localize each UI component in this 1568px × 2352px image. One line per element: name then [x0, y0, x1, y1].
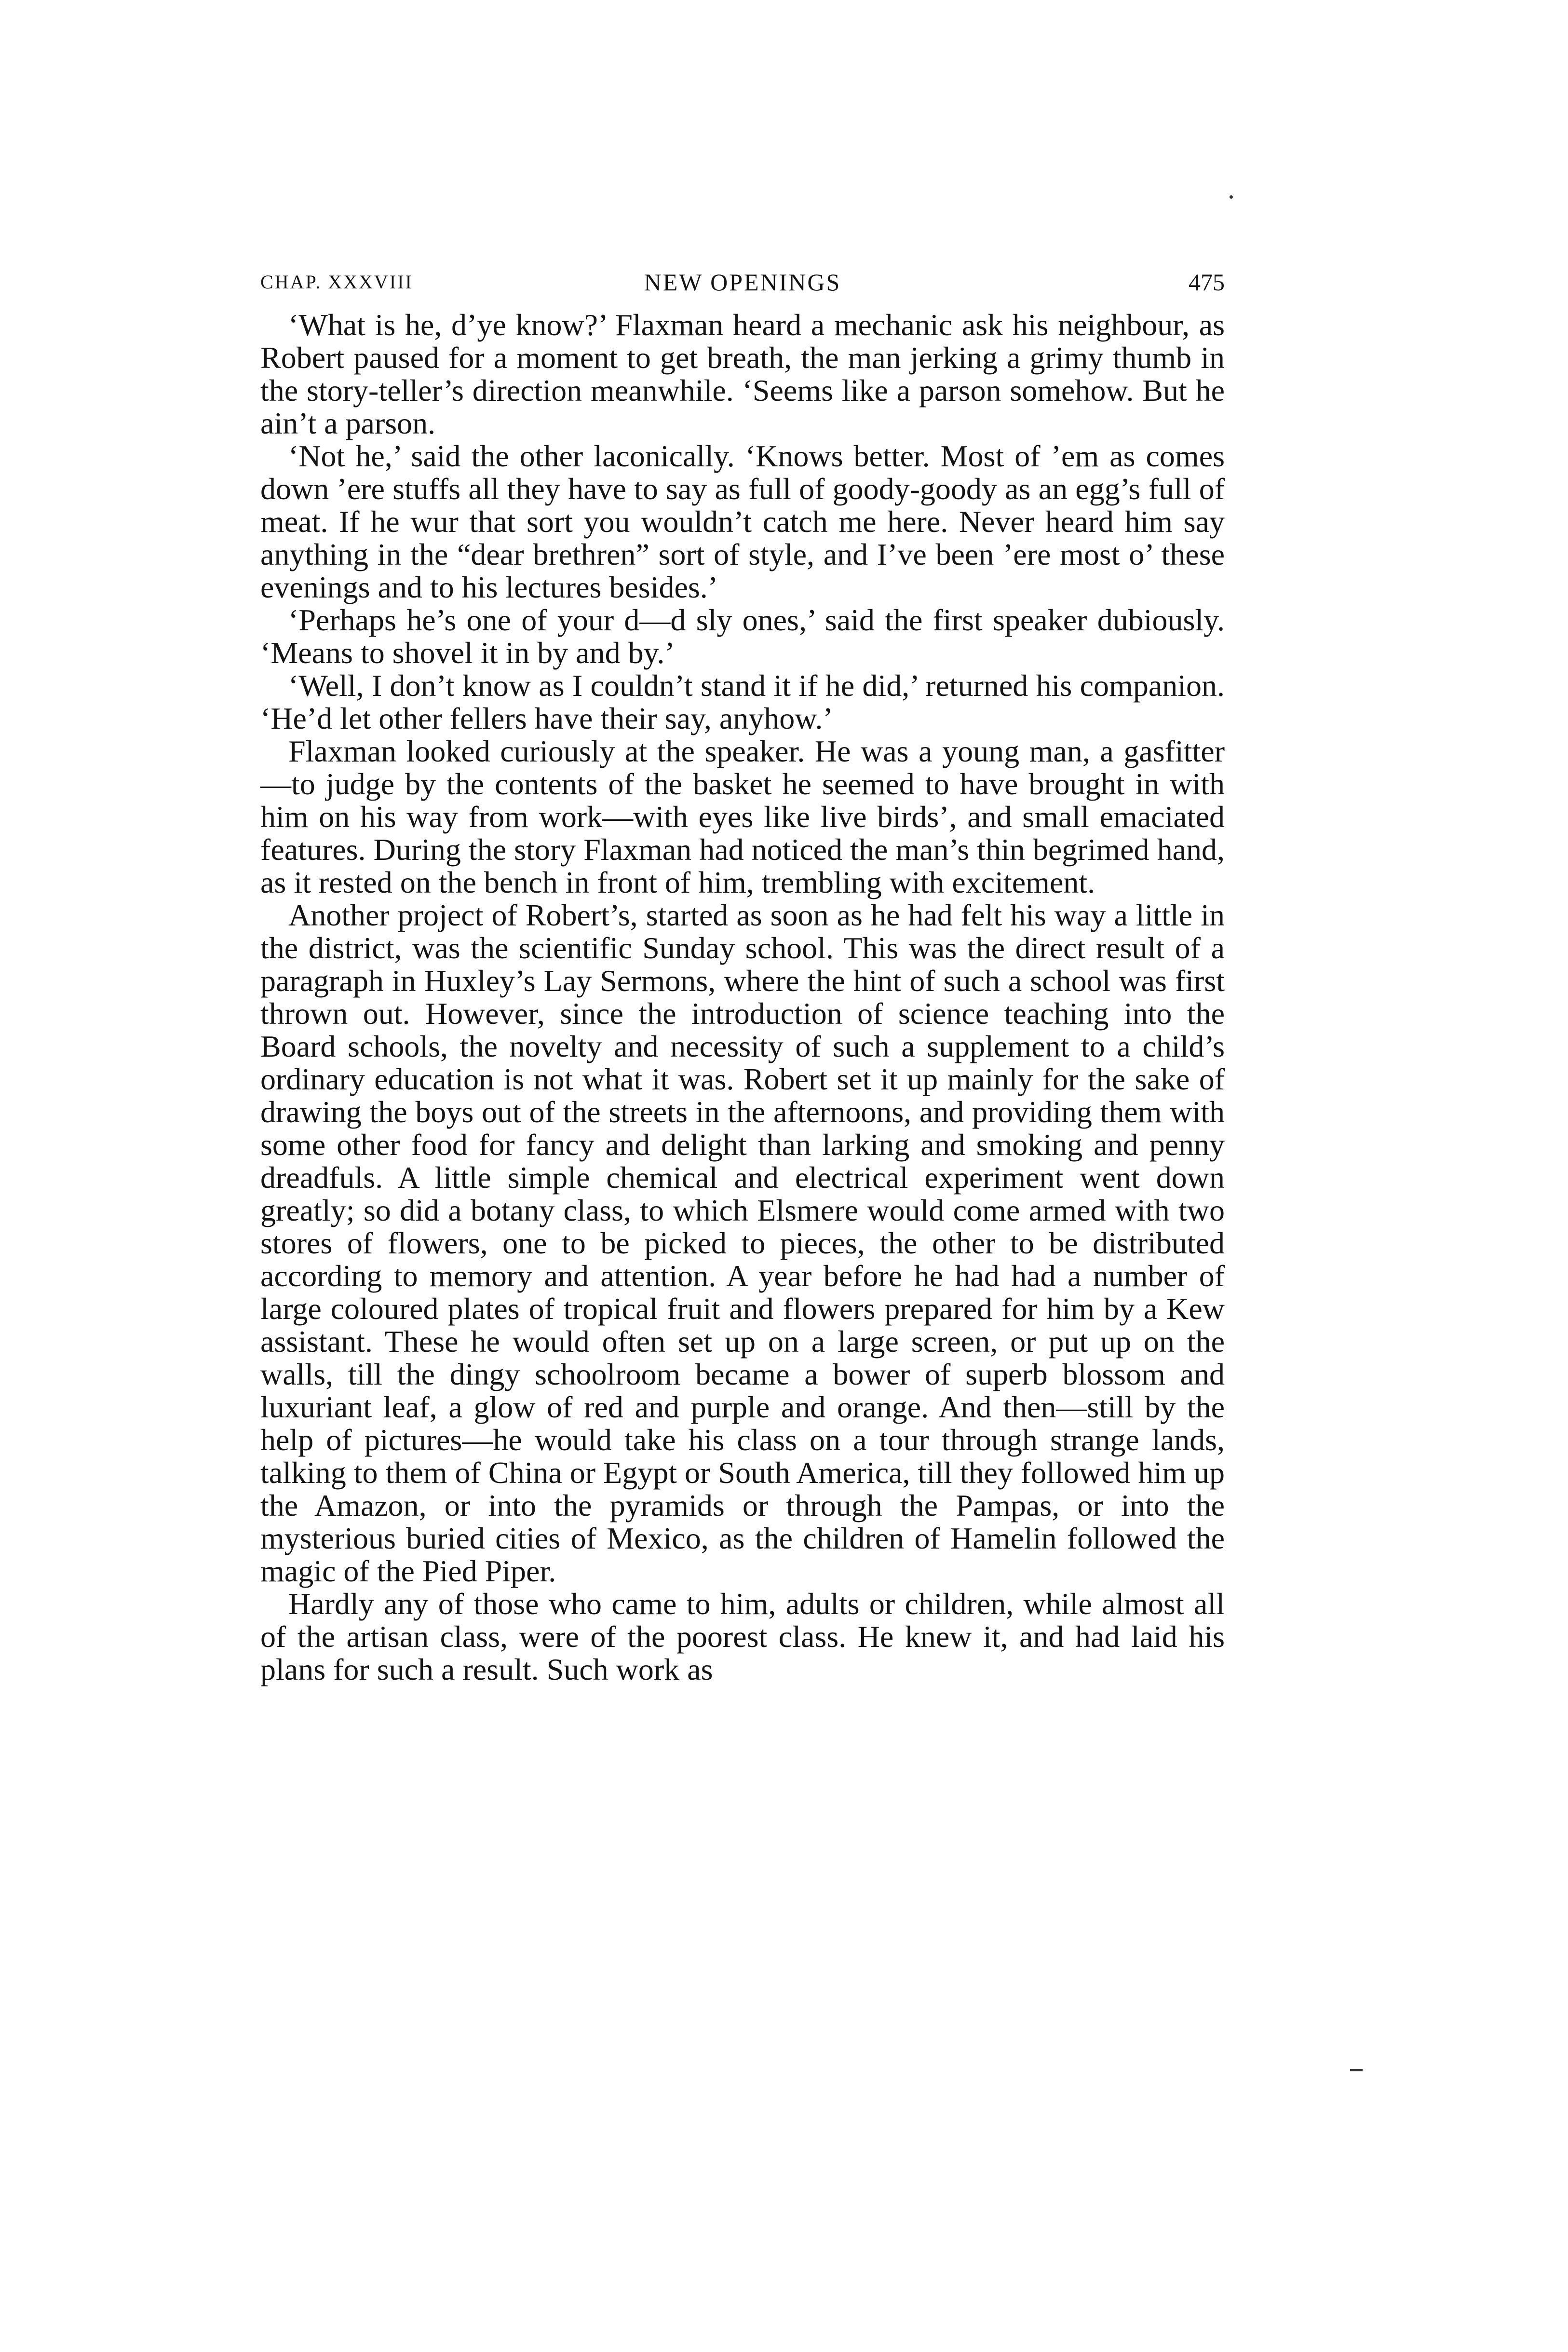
body-text: [260, 309, 1225, 1686]
scan-speck: [1350, 2069, 1363, 2071]
chapter-label: CHAP. XXXVIII: [260, 271, 413, 293]
page-number: 475: [1189, 269, 1225, 296]
page-title: NEW OPENINGS: [644, 269, 841, 296]
paragraph: Another project of Robert’s, started as soon as he had felt his way a little in the district, was the scientific Sunday school. This was the direct result of a paragraph in Huxley’s Lay Sermons, where the hint of such a school was first thrown out. However, since the introduction of science teaching into the Board schools, the novelty and necessity of such a supplement to a child’s ordinary education is not what it was. Robert set it up mainly for the sake of drawing the boys out of the streets in the afternoons, and providing them with some other food for fancy and delight than larking and smoking and penny dreadfuls. A little simple chemical and electrical experiment went down greatly; so did a botany class, to which Elsmere would come armed with two stores of flowers, one to be picked to pieces, the other to be distributed according to memory and attention. A year before he had had a number of large coloured plates of tropical fruit and flowers prepared for him by a Kew assistant. These he would often set up on a large screen, or put up on the walls, till the dingy schoolroom became a bower of superb blossom and luxuriant leaf, a glow of red and purple and orange. And then—still by the help of pictures—he would take his class on a tour through strange lands, talking to them of China or Egypt or South America, till they followed him up the Amazon, or into the pyramids or through the Pampas, or into the mysterious buried cities of Mexico, as the children of Hamelin followed the magic of the Pied Piper.: [260, 898, 1225, 1588]
paragraph: ‘What is he, d’ye know?’ Flaxman heard a mechanic ask his neighbour, as Robert paused for a moment to get breath, the man jerking a grimy thumb in the story-teller’s direction meanwhile. ‘Seems like a parson somehow. But he ain’t a parson.: [260, 308, 1225, 440]
running-header: [260, 260, 1225, 304]
paragraph: Flaxman looked curiously at the speaker. He was a young man, a gasfitter—to judge by the contents of the basket he seemed to have brought in with him on his way from work—with eyes like live birds’, and small emaciated features. During the story Flaxman had noticed the man’s thin begrimed hand, as it rested on the bench in front of him, trembling with excitement.: [260, 734, 1225, 899]
paragraph: ‘Well, I don’t know as I couldn’t stand it if he did,’ returned his companion. ‘He’d let other fellers have their say, anyhow.’: [260, 668, 1225, 735]
paragraph: ‘Not he,’ said the other laconically. ‘Knows better. Most of ’em as comes down ’ere stuffs all they have to say as full of goody-goody as an egg’s full of meat. If he wur that sort you wouldn’t catch me here. Never heard him say anything in the “dear brethren” sort of style, and I’ve been ’ere most o’ these evenings and to his lectures besides.’: [260, 439, 1225, 604]
paragraph: Hardly any of those who came to him, adults or children, while almost all of the artisan class, were of the poorest class. He knew it, and had laid his plans for such a result. Such work as: [260, 1587, 1225, 1686]
paragraph: ‘Perhaps he’s one of your d—d sly ones,’ said the first speaker dubiously. ‘Means to shovel it in by and by.’: [260, 603, 1225, 670]
scan-speck: [1230, 195, 1233, 199]
book-page: [260, 260, 1225, 1686]
